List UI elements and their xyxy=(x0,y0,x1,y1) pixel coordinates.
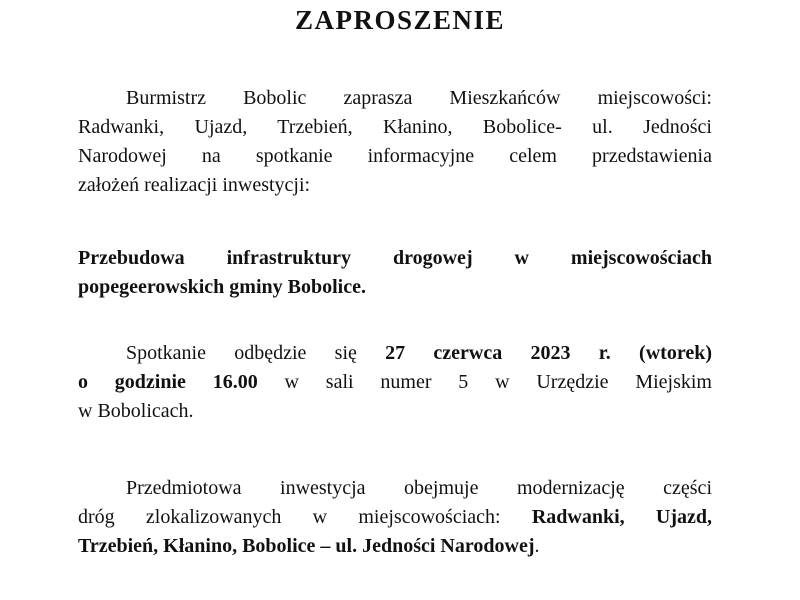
project-paragraph xyxy=(78,244,712,302)
investment-line-2 xyxy=(78,503,712,532)
project-name-part-2: popegeerowskich gminy Bobolice. xyxy=(78,276,366,298)
investment-paragraph xyxy=(78,474,712,561)
meeting-paragraph xyxy=(78,339,712,426)
meeting-prefix: Spotkanie odbędzie się xyxy=(126,342,357,364)
meeting-line-2 xyxy=(78,368,712,397)
investment-period: . xyxy=(534,535,540,557)
intro-line-2: Radwanki, Ujazd, Trzebień, Kłanino, Bobolice- ul. Jedności xyxy=(78,116,712,138)
intro-line-1: Burmistrz Bobolic zaprasza Mieszkańców miejscowości: xyxy=(126,87,712,109)
investment-line-1: Przedmiotowa inwestycja obejmuje modernizację części xyxy=(126,477,712,499)
intro-line-3: Narodowej na spotkanie informacyjne celem przedstawienia xyxy=(78,145,712,167)
investment-locations-intro: dróg zlokalizowanych w miejscowościach: xyxy=(78,506,501,528)
meeting-date: 27 czerwca 2023 r. (wtorek) xyxy=(385,342,712,364)
intro-paragraph xyxy=(78,84,712,200)
meeting-line-3: w Bobolicach. xyxy=(78,400,194,422)
meeting-place: w sali numer 5 w Urzędzie Miejskim xyxy=(284,371,712,393)
project-line-1 xyxy=(78,244,712,273)
investment-locations-part-2: Trzebień, Kłanino, Bobolice – ul. Jedności Narodowej xyxy=(78,535,535,557)
investment-locations-part-1: Radwanki, Ujazd, xyxy=(531,506,713,528)
project-line-2 xyxy=(78,273,712,302)
intro-line-4: założeń realizacji inwestycji: xyxy=(78,174,311,196)
investment-line-3 xyxy=(78,532,712,561)
project-name-part-1: Przebudowa infrastruktury drogowej w miejscowościach xyxy=(78,247,712,269)
meeting-time: o godzinie 16.00 xyxy=(78,371,258,393)
meeting-line-1 xyxy=(78,339,712,368)
document-title: ZAPROSZENIE xyxy=(294,5,506,35)
